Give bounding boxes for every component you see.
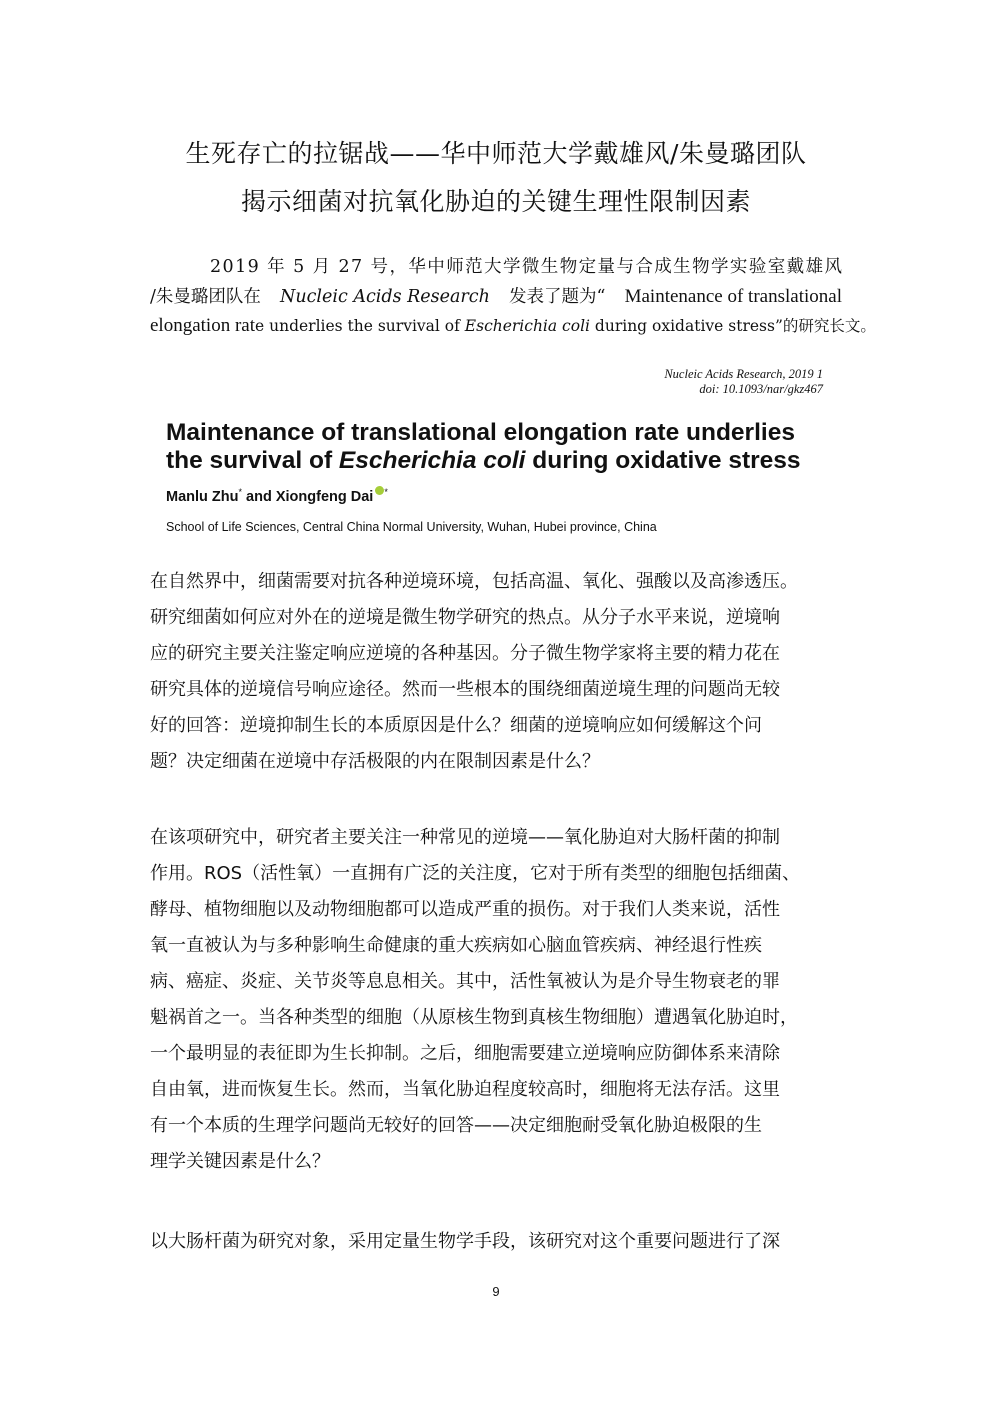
author-name: and Xiongfeng Dai [242, 488, 374, 505]
paragraph-line: 氧一直被认为与多种影响生命健康的重大疾病如心脑血管疾病、神经退行性疾 [150, 935, 762, 956]
author-mark: * [238, 487, 243, 497]
intro-line-3 [150, 312, 876, 340]
doi-line: doi: 10.1093/nar/gkz467 [699, 382, 823, 396]
paragraph-line: 好的回答：逆境抑制生长的本质原因是什么？细菌的逆境响应如何缓解这个问 [150, 715, 762, 736]
paragraph-line: 自由氧，进而恢复生长。然而，当氧化胁迫程度较高时，细胞将无法存活。这里 [150, 1079, 780, 1100]
intro-text: 2019 年 5 月 27 号，华中师范大学微生物定量与合成生物学实验室戴雄风 [210, 257, 844, 277]
author-name: Manlu Zhu [166, 488, 239, 505]
paper-title-line-2 [166, 447, 801, 475]
paragraph-line: 研究具体的逆境信号响应途径。然而一些根本的围绕细菌逆境生理的问题尚无较 [150, 679, 780, 700]
paper-affiliation: School of Life Sciences, Central China Normal University, Wuhan, Hubei province, China [166, 520, 657, 534]
paper-title-inline: Maintenance of translational [624, 286, 842, 307]
body-paragraph-1 [150, 564, 842, 780]
paper-authors [166, 486, 388, 505]
paper-title-line-1: Maintenance of translational elongation rate underlies [166, 419, 795, 446]
journal-name: Nucleic Acids Research [280, 287, 490, 307]
paragraph-line: 以大肠杆菌为研究对象，采用定量生物学手段，该研究对这个重要问题进行了深 [150, 1231, 780, 1252]
paper-title-text: during oxidative stress [525, 447, 801, 474]
paragraph-line: 一个最明显的表征即为生长抑制。之后，细胞需要建立逆境响应防御体系来清除 [150, 1043, 780, 1064]
intro-line-2 [150, 283, 842, 311]
author-mark: * [384, 487, 388, 497]
paper-title-text: the survival of [166, 447, 339, 474]
paragraph-line: 魁祸首之一。当各种类型的细胞（从原核生物到真核生物细胞）遭遇氧化胁迫时， [150, 1007, 798, 1028]
intro-line-1 [210, 253, 842, 281]
orcid-icon [375, 486, 384, 495]
intro-text: /朱曼璐团队在 [150, 287, 261, 307]
paper-title-species: Escherichia coli [338, 447, 526, 474]
paragraph-line: 在自然界中，细菌需要对抗各种逆境环境，包括高温、氧化、强酸以及高渗透压。 [150, 571, 798, 592]
intro-text: e underlies the survival of [255, 317, 465, 335]
paragraph-line: 题？决定细菌在逆境中存活极限的内在限制因素是什么？ [150, 751, 600, 772]
species-name: Escherichia coli [464, 317, 590, 335]
paragraph-line: 理学关键因素是什么？ [150, 1151, 330, 1172]
paper-title [166, 419, 801, 475]
paragraph-line: 病、癌症、炎症、关节炎等息息相关。其中，活性氧被认为是介导生物衰老的罪 [150, 971, 780, 992]
journal-citation [664, 367, 823, 397]
intro-text: 发表了题为“ [509, 287, 606, 307]
article-title-line-1: 生死存亡的拉锯战——华中师范大学戴雄风/朱曼璐团队 [185, 139, 807, 168]
paper-title-inline: elongation rat [150, 315, 255, 336]
paragraph-line: 研究细菌如何应对外在的逆境是微生物学研究的热点。从分子水平来说，逆境响 [150, 607, 780, 628]
paragraph-line: 在该项研究中，研究者主要关注一种常见的逆境——氧化胁迫对大肠杆菌的抑制 [150, 827, 780, 848]
body-paragraph-3 [150, 1224, 842, 1260]
paragraph-line: 应的研究主要关注鉴定响应逆境的各种基因。分子微生物学家将主要的精力花在 [150, 643, 780, 664]
paragraph-line: 作用。ROS（活性氧）一直拥有广泛的关注度，它对于所有类型的细胞包括细菌、 [150, 863, 801, 884]
journal-line: Nucleic Acids Research, 2019 1 [664, 367, 823, 381]
paragraph-line: 有一个本质的生理学问题尚无较好的回答——决定细胞耐受氧化胁迫极限的生 [150, 1115, 762, 1136]
article-title-line-2: 揭示细菌对抗氧化胁迫的关键生理性限制因素 [240, 187, 751, 216]
body-paragraph-2 [150, 820, 842, 1180]
paragraph-line: 酵母、植物细胞以及动物细胞都可以造成严重的损伤。对于我们人类来说，活性 [150, 899, 780, 920]
intro-text: during oxidative stress”的研究长文。 [590, 317, 876, 335]
page-number: 9 [492, 1284, 500, 1299]
